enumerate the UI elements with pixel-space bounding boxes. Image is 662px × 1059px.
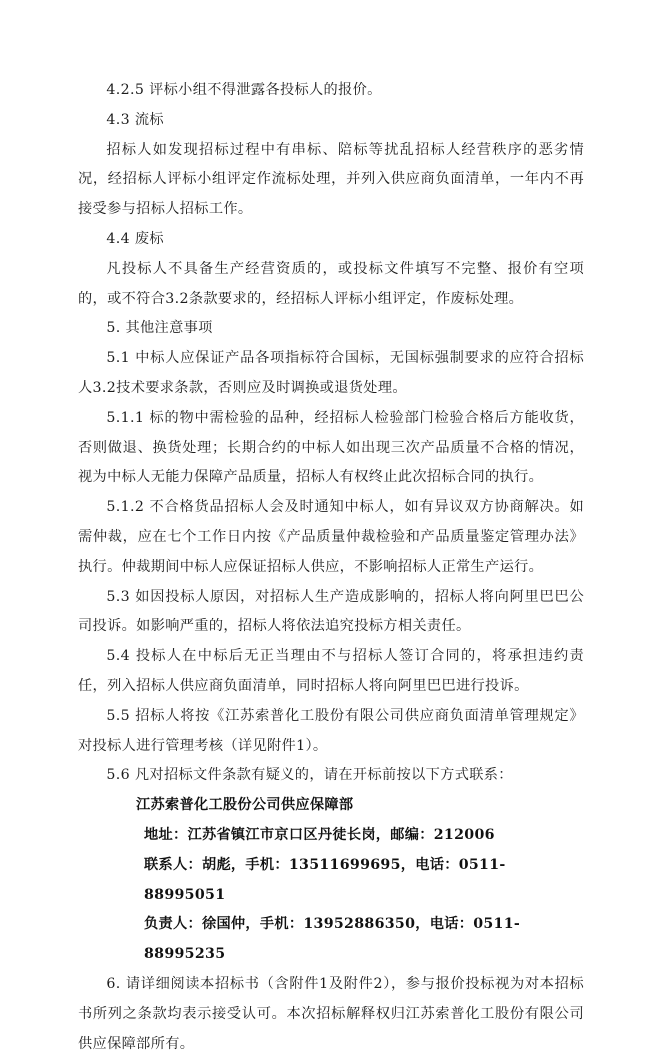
heading-4-4: 4.4 废标 xyxy=(106,230,164,247)
heading-5: 5. 其他注意事项 xyxy=(106,320,213,337)
document-text-column xyxy=(78,76,584,1059)
paragraph-5-5: 5.5 招标人将按《江苏索普化工股份有限公司供应商负面清单管理规定》对投标人进行管理考核（详见附件1）。 xyxy=(78,707,584,754)
heading-4-3: 4.3 流标 xyxy=(106,111,164,128)
paragraph-4-2-5: 4.2.5 评标小组不得泄露各投标人的报价。 xyxy=(106,82,382,98)
paragraph-6: 6. 请详细阅读本招标书（含附件1及附件2），参与报价投标视为对本招标书所列之条款均表示接受认可。本次招标解释权归江苏索普化工股份有限公司供应保障部所有。 xyxy=(78,975,584,1052)
paragraph-4-4-body: 凡投标人不具备生产经营资质的，或投标文件填写不完整、报价有空项的，或不符合3.2条款要求的，经招标人评标小组评定，作废标处理。 xyxy=(78,260,584,307)
paragraph-5-1-1: 5.1.1 标的物中需检验的品种，经招标人检验部门检验合格后方能收货，否则做退、换货处理；长期合约的中标人如出现三次产品质量不合格的情况，视为中标人无能力保障产品质量，招标人有权终止此次招标合同的执行。 xyxy=(78,409,584,486)
contact-manager: 负责人：徐国仲，手机：13952886350，电话：0511-88995235 xyxy=(144,916,521,963)
paragraph-5-1-2: 5.1.2 不合格货品招标人会及时通知中标人，如有异议双方协商解决。如需仲裁，应在七个工作日内按《产品质量仲裁检验和产品质量鉴定管理办法》执行。仲裁期间中标人应保证招标人供应，不影响招标人正常生产运行。 xyxy=(78,499,584,575)
contact-address: 地址：江苏省镇江市京口区丹徒长岗，邮编：212006 xyxy=(144,826,495,843)
contact-person: 联系人：胡彪，手机：13511699695，电话：0511-88995051 xyxy=(144,856,506,903)
paragraph-5-1: 5.1 中标人应保证产品各项指标符合国标，无国标强制要求的应符合招标人3.2技术要求条款，否则应及时调换或退货处理。 xyxy=(78,350,584,396)
paragraph-5-6: 5.6 凡对招标文件条款有疑义的，请在开标前按以下方式联系： xyxy=(106,767,513,784)
contact-department: 江苏索普化工股份公司供应保障部 xyxy=(136,797,354,814)
paragraph-4-3-body: 招标人如发现招标过程中有串标、陪标等扰乱招标人经营秩序的恶劣情况，经招标人评标小组评定作流标处理，并列入供应商负面清单，一年内不再接受参与招标人招标工作。 xyxy=(78,141,584,218)
paragraph-5-3: 5.3 如因投标人原因，对招标人生产造成影响的，招标人将向阿里巴巴公司投诉。如影响严重的，招标人将依法追究投标方相关责任。 xyxy=(78,588,584,635)
paragraph-5-4: 5.4 投标人在中标后无正当理由不与招标人签订合同的，将承担违约责任，列入招标人供应商负面清单，同时招标人将向阿里巴巴进行投诉。 xyxy=(78,648,584,694)
